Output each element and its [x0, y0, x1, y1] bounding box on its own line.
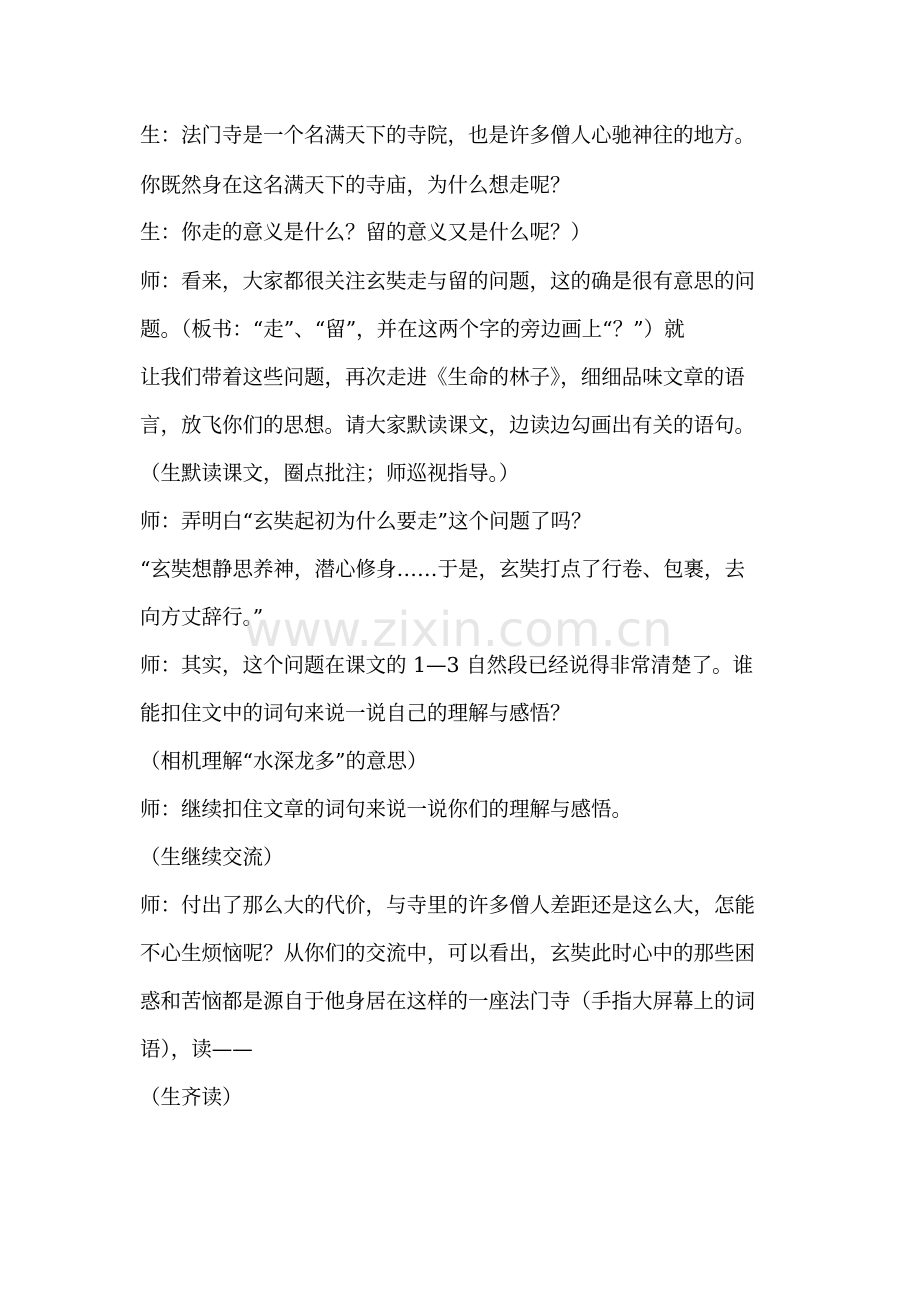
text-line: （生默读课文，圈点批注；师巡视指导。）	[140, 461, 520, 485]
text-line: 让我们带着这些问题，再次走进《生命的林子》，细细品味文章的语	[140, 365, 745, 389]
text-line: 师：其实，这个问题在课文的 1—3 自然段已经说得非常清楚了。谁	[140, 653, 754, 677]
text-line: 你既然身在这名满天下的寺庙，为什么想走呢？	[140, 173, 571, 197]
text-line: 能扣住文中的词句来说一说自己的理解与感悟？	[140, 701, 571, 725]
text-line: （相机理解“水深龙多”的意思）	[140, 749, 428, 773]
text-line: 师：看来，大家都很关注玄奘走与留的问题，这的确是很有意思的问	[140, 269, 755, 293]
text-line: （生继续交流）	[140, 845, 284, 869]
watermark: www.zixin.com.cn	[243, 602, 673, 658]
text-line: “玄奘想静思养神，潜心修身……于是，玄奘打点了行卷、包裹，去	[140, 557, 745, 581]
text-line: 生：法门寺是一个名满天下的寺院，也是许多僧人心驰神往的地方。	[140, 123, 755, 147]
text-line: 语），读——	[140, 1037, 253, 1061]
text-line: 不心生烦恼呢？从你们的交流中，可以看出，玄奘此时心中的那些困	[140, 941, 755, 965]
text-line: 言，放飞你们的思想。请大家默读课文，边读边勾画出有关的语句。	[140, 413, 755, 437]
text-line: 师：继续扣住文章的词句来说一说你们的理解与感悟。	[140, 797, 632, 821]
text-line: 惑和苦恼都是源自于他身居在这样的一座法门寺（手指大屏幕上的词	[140, 989, 755, 1013]
text-line: （生齐读）	[140, 1085, 243, 1109]
text-line: 生：你走的意义是什么？留的意义又是什么呢？）	[140, 220, 591, 244]
text-line: 向方丈辞行。”	[140, 605, 264, 629]
text-line: 题。（板书：“走”、“留”，并在这两个字的旁边画上“？”）就	[140, 317, 685, 341]
text-line: 师：弄明白“玄奘起初为什么要走”这个问题了吗？	[140, 509, 592, 533]
text-line: 师：付出了那么大的代价，与寺里的许多僧人差距还是这么大，怎能	[140, 893, 755, 917]
